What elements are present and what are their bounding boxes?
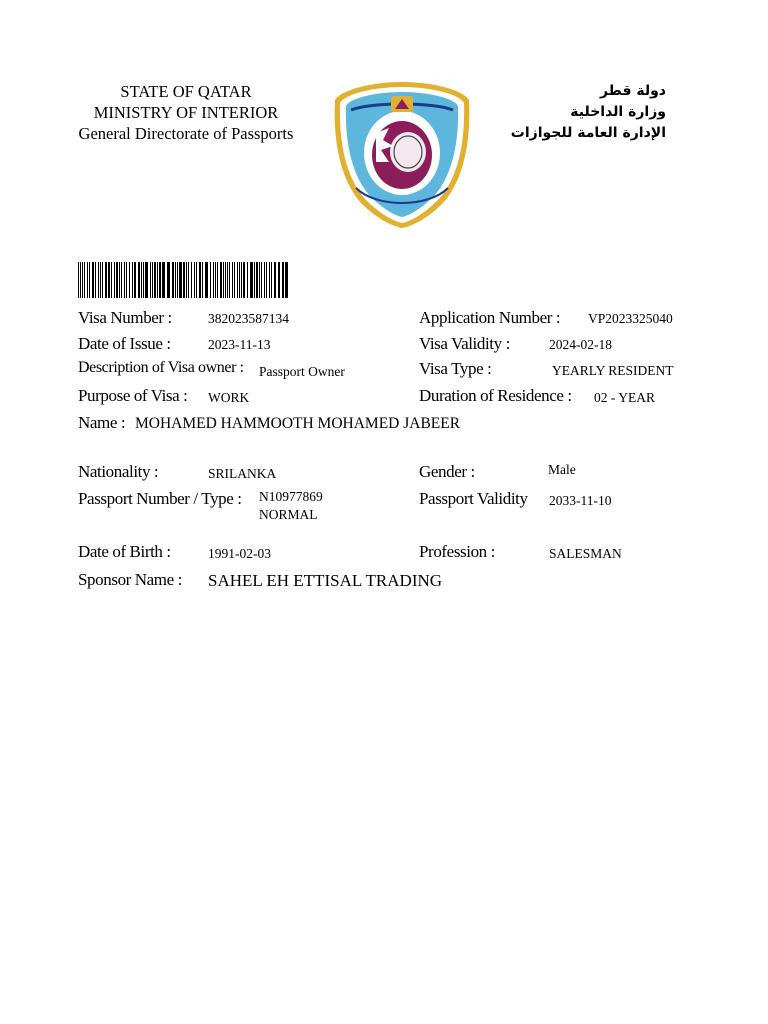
visa-validity-value: 2024-02-18 [549,337,612,352]
gender-value: Male [548,462,576,477]
barcode-bar [138,262,140,298]
date-of-issue-label: Date of Issue : [78,334,171,353]
barcode-bar [116,262,118,298]
barcode-bar [172,262,174,298]
barcode-bar [229,262,230,298]
barcode-bar [121,262,122,298]
barcode-bar [102,262,103,298]
barcode-bar [264,262,265,298]
barcode-bar [227,262,228,298]
barcode-bar [256,262,258,298]
barcode-bar [183,262,185,298]
barcode-bar [124,262,125,298]
dob-label: Date of Birth : [78,542,171,561]
profession-label: Profession : [419,542,495,561]
barcode-bar [225,262,226,298]
header-arabic [500,81,666,144]
passport-validity-label: Passport Validity [419,489,528,508]
barcode-bar [141,262,142,298]
purpose-label: Purpose of Visa : [78,386,188,405]
barcode-bar [132,262,133,298]
barcode-bar [213,262,214,298]
passport-type-value: NORMAL [259,507,318,522]
header-state: STATE OF QATAR [120,82,252,101]
barcode-bar [89,262,90,298]
barcode [78,262,288,298]
barcode-bar [266,262,267,298]
barcode-bar [220,262,222,298]
passport-label: Passport Number / Type : [78,489,242,508]
passport-number-value: N10977869 [259,489,323,504]
barcode-bar [92,262,94,298]
barcode-bar [239,262,240,298]
barcode-bar [157,262,158,298]
barcode-bar [78,262,79,298]
barcode-bar [243,262,245,298]
barcode-bar [278,262,280,298]
barcode-bar [217,262,218,298]
sponsor-value: SAHEL EH ETTISAL TRADING [208,571,443,590]
barcode-bar [188,262,189,298]
barcode-bar [285,262,288,298]
header-english [66,81,306,144]
barcode-bar [223,262,224,298]
barcode-bar [95,262,96,298]
duration-label: Duration of Residence : [419,386,572,405]
barcode-bar [126,262,127,298]
barcode-bar [196,262,197,298]
barcode-bar [205,262,208,298]
visa-number-value: 382023587134 [208,311,289,326]
barcode-bar [250,262,253,298]
barcode-bar [261,262,262,298]
purpose-value: WORK [208,390,250,405]
barcode-bar [111,262,112,298]
barcode-bar [259,262,260,298]
barcode-bar [159,262,161,298]
ministry-seal-icon [331,78,473,230]
header-ar-state: دولة قطر [599,83,666,99]
barcode-bar [179,262,182,298]
date-of-issue-value: 2023-11-13 [208,337,271,352]
profession-value: SALESMAN [549,546,622,561]
barcode-bar [82,262,83,298]
barcode-bar [175,262,176,298]
barcode-bar [234,262,235,298]
duration-value: 02 - YEAR [594,390,655,405]
barcode-bar [177,262,178,298]
dob-value: 1991-02-03 [208,546,271,561]
header-ministry: MINISTRY OF INTERIOR [93,103,279,122]
barcode-bar [154,262,156,298]
barcode-bar [100,262,101,298]
barcode-bar [98,262,99,298]
barcode-bar [269,262,270,298]
barcode-bar [84,262,85,298]
barcode-bar [191,262,192,298]
barcode-bar [105,262,107,298]
header-ar-ministry: وزارة الداخلية [570,104,666,120]
barcode-bar [254,262,255,298]
barcode-bar [119,262,120,298]
header-ar-directorate: الإدارة العامة للجوازات [510,125,666,141]
nationality-label: Nationality : [78,462,159,481]
name-value: MOHAMED HAMMOOTH MOHAMED JABEER [135,415,461,432]
sponsor-label: Sponsor Name : [78,570,182,589]
barcode-bar [143,262,144,298]
visa-owner-label: Description of Visa owner : [78,359,244,376]
header-directorate: General Directorate of Passports [78,124,294,143]
barcode-bar [274,262,276,298]
barcode-bar [247,262,248,298]
visa-owner-value: Passport Owner [259,364,345,379]
passport-validity-value: 2033-11-10 [549,493,612,508]
barcode-bar [129,262,130,298]
visa-number-label: Visa Number : [78,308,172,327]
barcode-bar [186,262,187,298]
visa-type-label: Visa Type : [419,359,492,378]
visa-type-value: YEARLY RESIDENT [552,363,674,378]
barcode-bar [271,262,272,298]
barcode-bar [237,262,238,298]
application-number-value: VP2023325040 [588,311,673,326]
barcode-bar [167,262,170,298]
name-label: Name : [78,413,126,432]
barcode-bar [114,262,115,298]
gender-label: Gender : [419,462,475,481]
barcode-bar [108,262,110,298]
barcode-bar [232,262,233,298]
nationality-value: SRILANKA [208,466,277,481]
barcode-bar [194,262,195,298]
barcode-bar [145,262,148,298]
barcode-bar [80,262,81,298]
barcode-bar [202,262,203,298]
barcode-bar [87,262,88,298]
barcode-bar [215,262,216,298]
barcode-bar [199,262,201,298]
barcode-bar [134,262,136,298]
visa-validity-label: Visa Validity : [419,334,510,353]
barcode-bar [162,262,165,298]
barcode-bar [241,262,242,298]
barcode-bar [282,262,284,298]
barcode-bar [210,262,211,298]
barcode-bar [152,262,153,298]
application-number-label: Application Number : [419,308,561,327]
barcode-bar [150,262,151,298]
